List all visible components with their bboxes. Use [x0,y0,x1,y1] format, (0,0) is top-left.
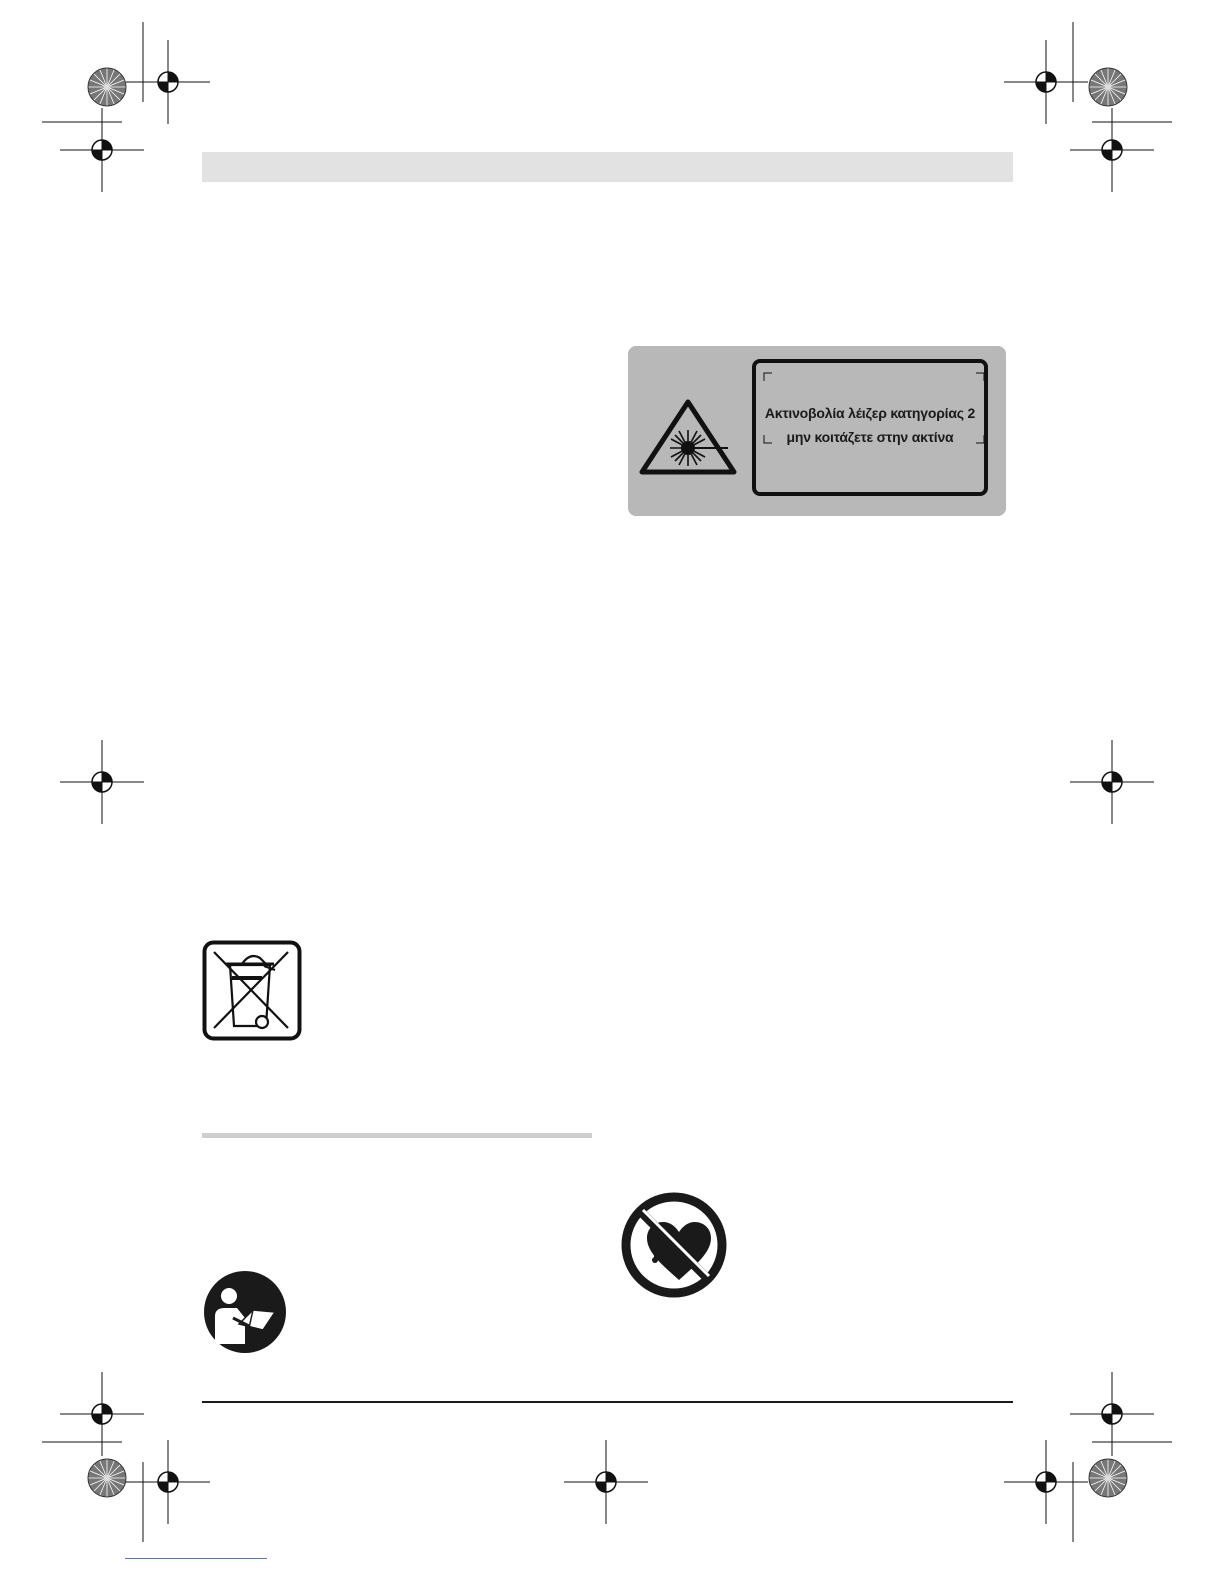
laser-warning-text-box [752,359,988,496]
section-divider [202,1133,592,1138]
crossed-out-wheelie-bin-icon [202,940,302,1041]
no-pacemaker-icon [621,1192,727,1298]
link-underline [125,1558,267,1559]
laser-warning-line1: Ακτινοβολία λέιζερ κατηγορίας 2 [764,405,976,421]
laser-warning-triangle-icon [638,398,738,476]
laser-warning-text [756,401,984,449]
laser-warning-label [628,346,1006,516]
footer-rule [202,1401,1013,1403]
read-manual-icon [203,1270,287,1354]
laser-warning-line2: μην κοιτάζετε στην ακτίνα [786,429,954,445]
